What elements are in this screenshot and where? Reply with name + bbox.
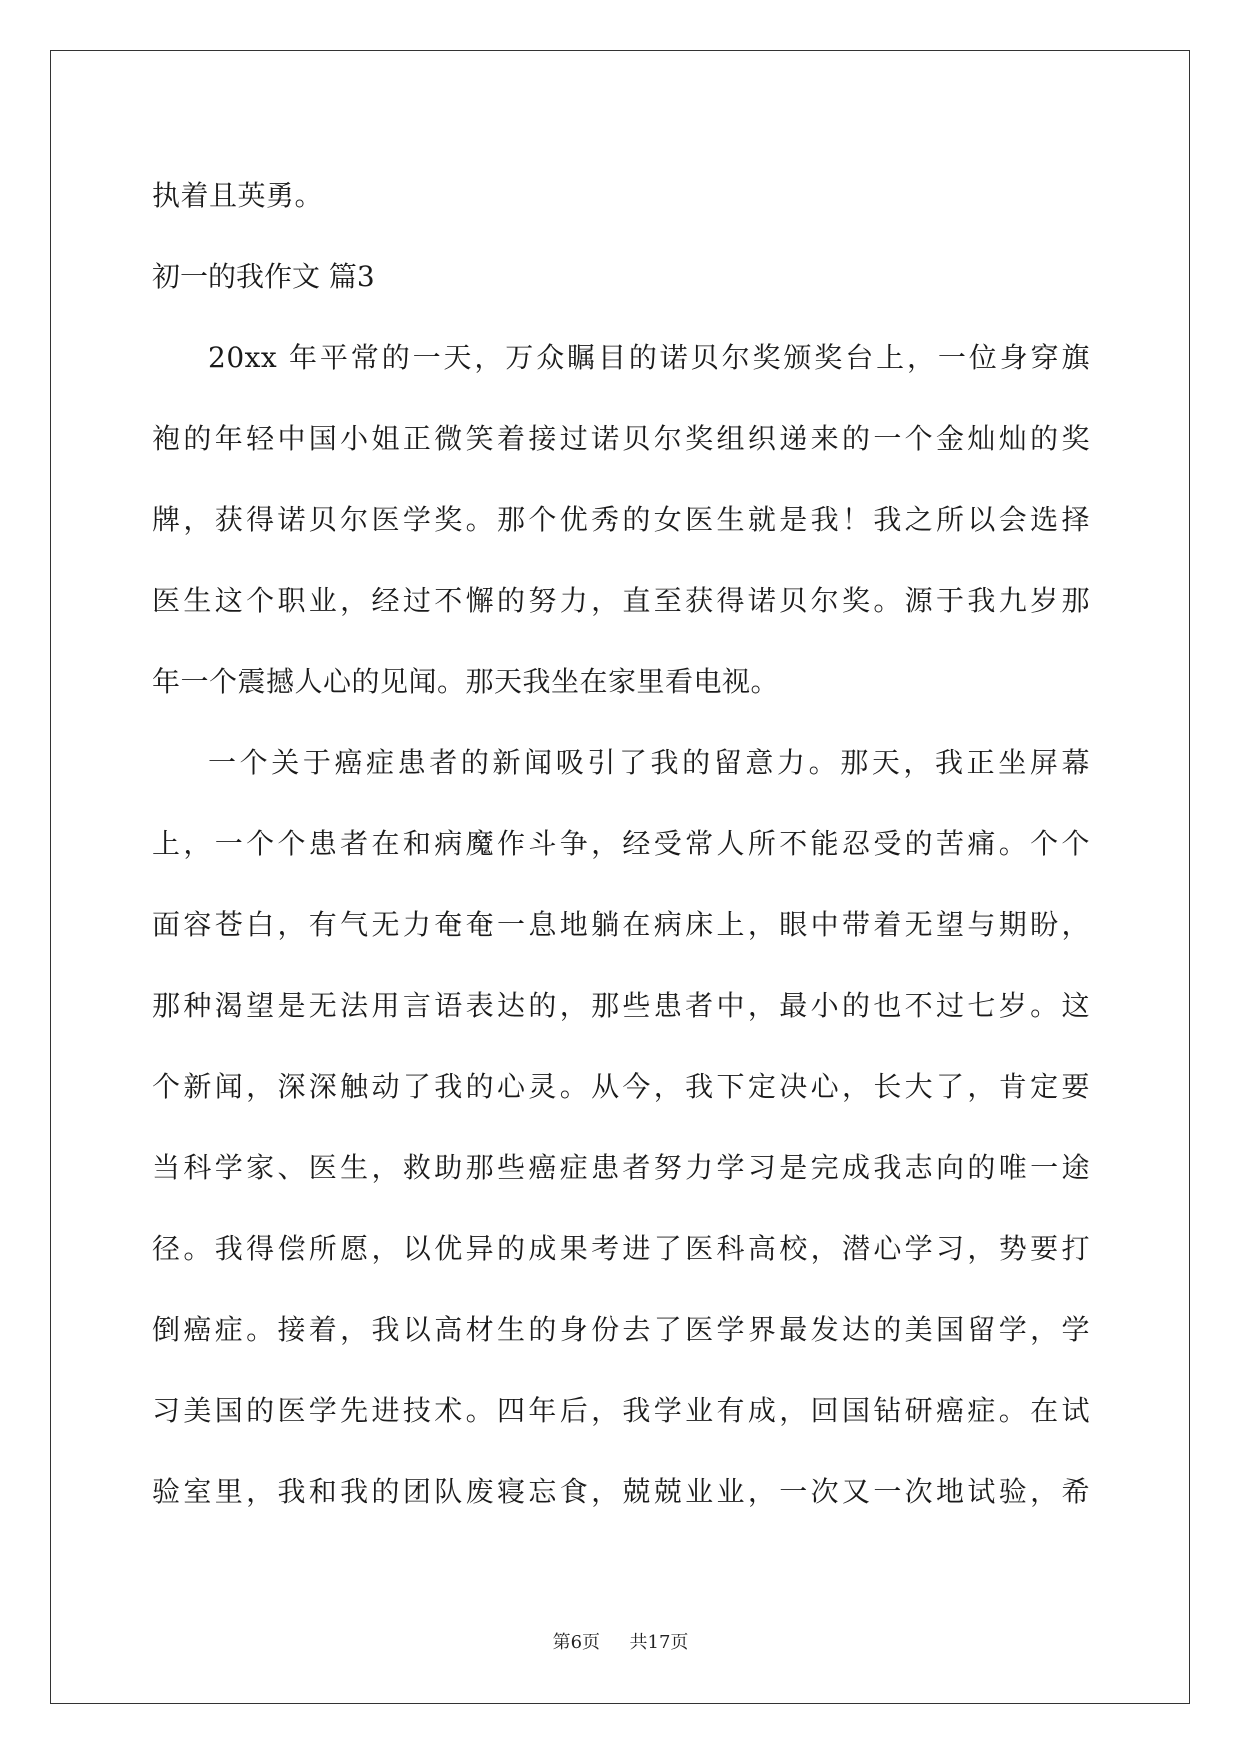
paragraph-line: 医生这个职业，经过不懈的努力，直至获得诺贝尔奖。源于我九岁那	[152, 584, 1090, 617]
document-body	[152, 155, 1090, 1532]
paragraph-line: 牌，获得诺贝尔医学奖。那个优秀的女医生就是我！我之所以会选择	[152, 503, 1090, 536]
paragraph-line: 个新闻，深深触动了我的心灵。从今，我下定决心，长大了，肯定要	[152, 1070, 1090, 1103]
paragraph-line: 上，一个个患者在和病魔作斗争，经受常人所不能忍受的苦痛。个个	[152, 827, 1090, 860]
paragraph-line: 倒癌症。接着，我以高材生的身份去了医学界最发达的美国留学，学	[152, 1313, 1090, 1346]
text-line: 执着且英勇。	[152, 179, 324, 212]
section-heading: 初一的我作文 篇3	[152, 260, 375, 293]
paragraph-line: 当科学家、医生，救助那些癌症患者努力学习是完成我志向的唯一途	[152, 1151, 1090, 1184]
paragraph-line: 径。我得偿所愿，以优异的成果考进了医科高校，潜心学习，势要打	[152, 1232, 1090, 1265]
page-footer	[0, 1628, 1241, 1654]
paragraph-line: 习美国的医学先进技术。四年后，我学业有成，回国钻研癌症。在试	[152, 1394, 1090, 1427]
paragraph-line: 验室里，我和我的团队废寝忘食，兢兢业业，一次又一次地试验，希	[152, 1475, 1090, 1508]
paragraph-line: 20xx 年平常的一天，万众瞩目的诺贝尔奖颁奖台上，一位身穿旗	[208, 341, 1090, 374]
page-total: 共17页	[629, 1632, 689, 1653]
page-number: 第6页	[552, 1632, 601, 1653]
paragraph-line: 一个关于癌症患者的新闻吸引了我的留意力。那天，我正坐屏幕	[208, 746, 1090, 779]
paragraph-line: 袍的年轻中国小姐正微笑着接过诺贝尔奖组织递来的一个金灿灿的奖	[152, 422, 1090, 455]
paragraph-line: 年一个震撼人心的见闻。那天我坐在家里看电视。	[152, 665, 780, 698]
paragraph-line: 那种渴望是无法用言语表达的，那些患者中，最小的也不过七岁。这	[152, 989, 1090, 1022]
paragraph-line: 面容苍白，有气无力奄奄一息地躺在病床上，眼中带着无望与期盼，	[152, 908, 1090, 941]
